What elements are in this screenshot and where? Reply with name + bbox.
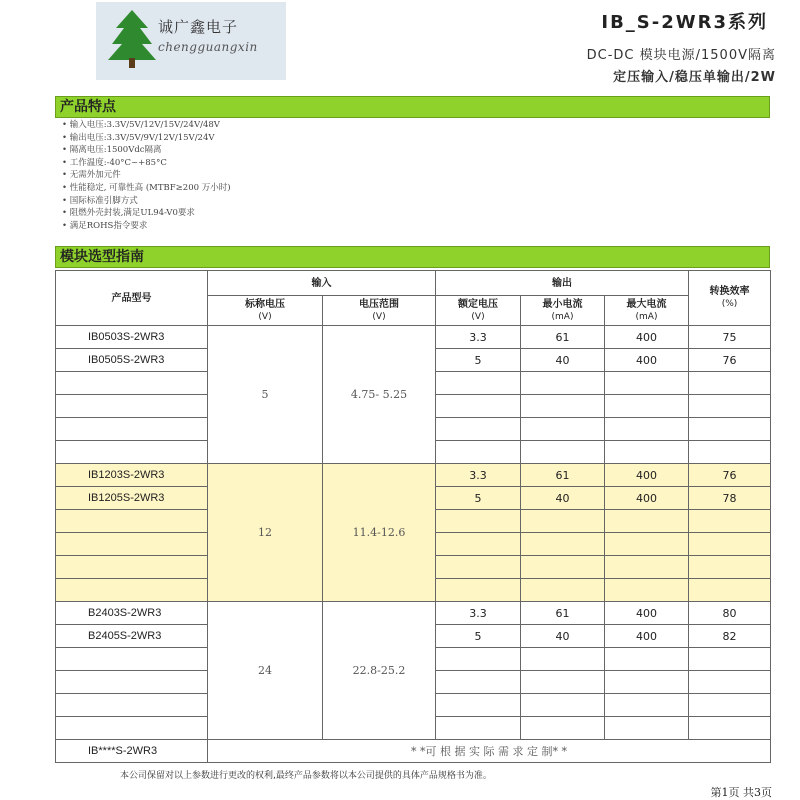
efficiency-cell xyxy=(688,509,771,533)
header-voltage-range-unit: (V) xyxy=(372,311,386,322)
rated-voltage-cell: 3.3 xyxy=(435,325,521,349)
efficiency-cell xyxy=(688,647,771,671)
header-nominal-voltage xyxy=(207,295,323,326)
guide-heading: 模块选型指南 xyxy=(55,246,770,268)
tree-logo-icon xyxy=(108,8,156,70)
voltage-range-cell: 11.4-12.6 xyxy=(322,463,436,602)
model-cell: IB1203S-2WR3 xyxy=(55,463,208,487)
efficiency-cell xyxy=(688,371,771,395)
feature-item: • 工作温度:-40°C~+85°C xyxy=(62,157,231,170)
header-efficiency-unit: (%) xyxy=(721,299,738,309)
rated-voltage-cell: 5 xyxy=(435,624,521,648)
max-current-cell xyxy=(604,578,689,602)
feature-item: • 输入电压:3.3V/5V/12V/15V/24V/48V xyxy=(62,119,231,132)
max-current-cell: 400 xyxy=(604,624,689,648)
max-current-cell xyxy=(604,555,689,579)
model-cell xyxy=(55,371,208,395)
nominal-voltage-cell: 12 xyxy=(207,463,323,602)
rated-voltage-cell xyxy=(435,371,521,395)
min-current-cell: 40 xyxy=(520,486,605,510)
max-current-cell: 400 xyxy=(604,348,689,372)
efficiency-cell: 75 xyxy=(688,325,771,349)
max-current-cell: 400 xyxy=(604,325,689,349)
features-heading: 产品特点 xyxy=(55,96,770,118)
max-current-cell xyxy=(604,394,689,418)
header-efficiency-label: 转换效率 xyxy=(709,286,750,297)
min-current-cell: 40 xyxy=(520,624,605,648)
max-current-cell: 400 xyxy=(604,601,689,625)
rated-voltage-cell xyxy=(435,394,521,418)
min-current-cell xyxy=(520,693,605,717)
efficiency-cell xyxy=(688,532,771,556)
efficiency-cell xyxy=(688,555,771,579)
max-current-cell xyxy=(604,509,689,533)
efficiency-cell xyxy=(688,440,771,464)
feature-item: • 国际标准引脚方式 xyxy=(62,195,231,208)
selection-table xyxy=(55,270,770,765)
max-current-cell: 400 xyxy=(604,486,689,510)
model-cell xyxy=(55,394,208,418)
custom-model-cell: IB****S-2WR3 xyxy=(55,739,208,763)
company-name-en: chengguangxin xyxy=(158,40,258,54)
min-current-cell xyxy=(520,417,605,441)
rated-voltage-cell: 5 xyxy=(435,486,521,510)
model-cell xyxy=(55,509,208,533)
header-rated-voltage xyxy=(435,295,521,326)
rated-voltage-cell: 3.3 xyxy=(435,463,521,487)
model-cell: IB0505S-2WR3 xyxy=(55,348,208,372)
nominal-voltage-cell: 24 xyxy=(207,601,323,740)
rated-voltage-cell xyxy=(435,509,521,533)
rated-voltage-cell: 3.3 xyxy=(435,601,521,625)
disclaimer-note: 本公司保留对以上参数进行更改的权利,最终产品参数将以本公司提供的具体产品规格书为准。 xyxy=(120,771,492,781)
header-input xyxy=(207,270,436,296)
model-cell xyxy=(55,693,208,717)
efficiency-cell xyxy=(688,716,771,740)
rated-voltage-cell xyxy=(435,670,521,694)
header-min-current xyxy=(520,295,605,326)
min-current-cell xyxy=(520,555,605,579)
feature-item: • 输出电压:3.3V/5V/9V/12V/15V/24V xyxy=(62,132,231,145)
max-current-cell xyxy=(604,440,689,464)
company-logo xyxy=(96,2,286,80)
min-current-cell xyxy=(520,578,605,602)
efficiency-cell xyxy=(688,578,771,602)
feature-item: • 隔离电压:1500Vdc隔离 xyxy=(62,144,231,157)
max-current-cell xyxy=(604,670,689,694)
header-efficiency xyxy=(688,270,771,326)
min-current-cell: 61 xyxy=(520,463,605,487)
efficiency-cell xyxy=(688,693,771,717)
header-rated-voltage-unit: (V) xyxy=(471,311,485,322)
min-current-cell xyxy=(520,440,605,464)
model-cell xyxy=(55,417,208,441)
min-current-cell xyxy=(520,647,605,671)
efficiency-cell xyxy=(688,417,771,441)
max-current-cell xyxy=(604,532,689,556)
max-current-cell xyxy=(604,716,689,740)
header-model xyxy=(55,270,208,326)
min-current-cell: 40 xyxy=(520,348,605,372)
subtitle-output: 定压输入/稳压单输出/2W xyxy=(613,70,776,85)
rated-voltage-cell xyxy=(435,417,521,441)
custom-note-cell: * *可 根 据 实 际 需 求 定 制* * xyxy=(207,739,771,763)
feature-item: • 性能稳定, 可靠性高 (MTBF≥200 万小时) xyxy=(62,182,231,195)
header-max-current-unit: (mA) xyxy=(635,311,658,322)
voltage-range-cell: 4.75- 5.25 xyxy=(322,325,436,464)
efficiency-cell xyxy=(688,670,771,694)
header-max-current xyxy=(604,295,689,326)
model-cell: IB1205S-2WR3 xyxy=(55,486,208,510)
rated-voltage-cell xyxy=(435,440,521,464)
header-nominal-voltage-unit: (V) xyxy=(258,311,272,322)
rated-voltage-cell xyxy=(435,693,521,717)
model-cell xyxy=(55,670,208,694)
model-cell xyxy=(55,716,208,740)
min-current-cell xyxy=(520,509,605,533)
efficiency-cell: 78 xyxy=(688,486,771,510)
model-cell xyxy=(55,532,208,556)
header-voltage-range xyxy=(322,295,436,326)
voltage-range-cell: 22.8-25.2 xyxy=(322,601,436,740)
max-current-cell xyxy=(604,417,689,441)
min-current-cell: 61 xyxy=(520,601,605,625)
feature-item: • 阻燃外壳封装,满足UL94-V0要求 xyxy=(62,207,231,220)
header-min-current-unit: (mA) xyxy=(551,311,574,322)
page-indicator: 第1页 共3页 xyxy=(710,786,772,799)
model-cell xyxy=(55,440,208,464)
feature-item: • 无需外加元件 xyxy=(62,169,231,182)
rated-voltage-cell: 5 xyxy=(435,348,521,372)
header-model-label: 产品型号 xyxy=(111,292,152,304)
header-max-current-label: 最大电流 xyxy=(626,298,667,310)
rated-voltage-cell xyxy=(435,532,521,556)
nominal-voltage-cell: 5 xyxy=(207,325,323,464)
subtitle-isolation: DC-DC 模块电源/1500V隔离 xyxy=(586,48,776,63)
rated-voltage-cell xyxy=(435,716,521,740)
features-list xyxy=(62,119,231,232)
efficiency-cell xyxy=(688,394,771,418)
header-input-label: 输入 xyxy=(311,277,332,289)
max-current-cell xyxy=(604,693,689,717)
model-cell: B2403S-2WR3 xyxy=(55,601,208,625)
model-cell xyxy=(55,555,208,579)
min-current-cell xyxy=(520,670,605,694)
feature-item: • 满足ROHS指令要求 xyxy=(62,220,231,233)
min-current-cell: 61 xyxy=(520,325,605,349)
rated-voltage-cell xyxy=(435,647,521,671)
header-nominal-voltage-label: 标称电压 xyxy=(245,298,285,310)
company-name-cn: 诚广鑫电子 xyxy=(158,18,239,36)
efficiency-cell: 76 xyxy=(688,463,771,487)
header-rated-voltage-label: 额定电压 xyxy=(458,298,498,310)
rated-voltage-cell xyxy=(435,578,521,602)
header-voltage-range-label: 电压范围 xyxy=(359,298,399,310)
rated-voltage-cell xyxy=(435,555,521,579)
series-title: IB_S-2WR3系列 xyxy=(601,12,768,33)
efficiency-cell: 82 xyxy=(688,624,771,648)
header-min-current-label: 最小电流 xyxy=(542,298,583,310)
efficiency-cell: 76 xyxy=(688,348,771,372)
max-current-cell xyxy=(604,647,689,671)
min-current-cell xyxy=(520,371,605,395)
max-current-cell: 400 xyxy=(604,463,689,487)
model-cell: B2405S-2WR3 xyxy=(55,624,208,648)
max-current-cell xyxy=(604,371,689,395)
header-output-label: 输出 xyxy=(552,277,572,289)
model-cell xyxy=(55,647,208,671)
efficiency-cell: 80 xyxy=(688,601,771,625)
min-current-cell xyxy=(520,716,605,740)
model-cell xyxy=(55,578,208,602)
model-cell: IB0503S-2WR3 xyxy=(55,325,208,349)
min-current-cell xyxy=(520,394,605,418)
header-output xyxy=(435,270,689,296)
min-current-cell xyxy=(520,532,605,556)
